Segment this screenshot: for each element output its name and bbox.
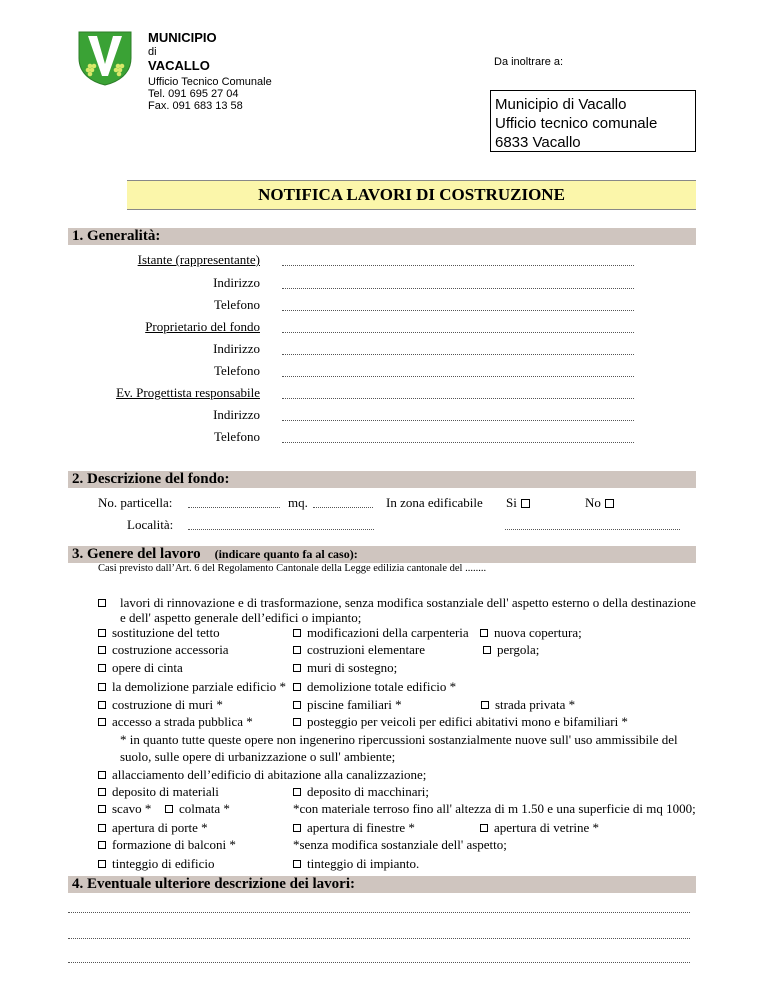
municipality-name-2: di: [148, 46, 157, 58]
checkbox[interactable]: [293, 701, 301, 709]
checkbox[interactable]: [293, 646, 301, 654]
option-label: accesso a strada pubblica *: [112, 714, 253, 729]
option-label: colmata *: [179, 801, 230, 816]
checkbox[interactable]: [293, 860, 301, 868]
checkbox[interactable]: [98, 629, 106, 637]
work-renovation-text-2: e dell' aspetto generale dell’edifici o impianto;: [120, 610, 362, 625]
option-label: allacciamento dell’edificio di abitazione alla canalizzazione;: [112, 767, 427, 782]
parcel-label: No. particella:: [98, 495, 173, 510]
pergola-option[interactable]: [483, 642, 539, 657]
public-road-access-option[interactable]: [98, 714, 253, 729]
applicant-label: Istante (rappresentante): [137, 252, 260, 267]
section-1-bar: [68, 228, 696, 245]
carpentry-option[interactable]: [293, 625, 469, 640]
option-label: tinteggio di edificio: [112, 856, 215, 871]
office-tel: Tel. 091 695 27 04: [148, 88, 239, 100]
partial-demolition-option[interactable]: [98, 679, 286, 694]
checkbox[interactable]: [481, 701, 489, 709]
option-label: costruzione di muri *: [112, 697, 223, 712]
door-opening-option[interactable]: [98, 820, 208, 835]
checkbox[interactable]: [98, 805, 106, 813]
checkbox[interactable]: [98, 683, 106, 691]
locality-field[interactable]: [188, 529, 374, 530]
form-title-bar: [127, 180, 696, 210]
designer-phone-label: Telefono: [213, 429, 260, 444]
note-1-line-1: * in quanto tutte queste opere non ingenerino ripercussioni sostanzialmente nuove sull' uso ammissibile del: [120, 732, 678, 747]
checkbox[interactable]: [98, 599, 106, 607]
balcony-option[interactable]: [98, 837, 236, 852]
option-label: demolizione totale edificio *: [307, 679, 457, 694]
option-label: costruzioni elementare: [307, 642, 426, 657]
recipient-line-3: 6833 Vacallo: [495, 134, 581, 151]
wall-construction-option[interactable]: [98, 697, 223, 712]
section-1-title: 1. Generalità:: [72, 228, 161, 244]
checkbox[interactable]: [293, 788, 301, 796]
owner-phone-label: Telefono: [213, 363, 260, 378]
materials-deposit-option[interactable]: [98, 784, 219, 799]
applicant-field[interactable]: [282, 265, 634, 266]
option-label: deposito di materiali: [112, 784, 219, 799]
designer-phone-field[interactable]: [282, 442, 634, 443]
checkbox[interactable]: [293, 718, 301, 726]
option-label: costruzione accessoria: [112, 642, 229, 657]
applicant-phone-field[interactable]: [282, 310, 634, 311]
checkbox[interactable]: [98, 646, 106, 654]
recipient-line-2: Ufficio tecnico comunale: [495, 115, 658, 132]
option-label: apertura di finestre *: [307, 820, 415, 835]
section-2-title: 2. Descrizione del fondo:: [72, 471, 230, 487]
checkbox[interactable]: [480, 629, 488, 637]
applicant-phone-label: Telefono: [213, 297, 260, 312]
option-label: deposito di macchinari;: [307, 784, 430, 799]
work-renovation-text-1: lavori di rinnovazione e di trasformazione, senza modifica sostanziale dell' aspetto esterno o della destinazione: [120, 595, 696, 610]
designer-address-field[interactable]: [282, 420, 634, 421]
option-label: apertura di vetrine *: [494, 820, 600, 835]
zone-no-label: No: [585, 495, 601, 510]
recipient-address-box: [490, 90, 696, 152]
zone-yes-option[interactable]: [506, 495, 530, 510]
checkbox[interactable]: [165, 805, 173, 813]
zone-yes-checkbox[interactable]: [521, 499, 530, 508]
option-label: muri di sostegno;: [307, 660, 398, 675]
office-fax: Fax. 091 683 13 58: [148, 100, 243, 112]
locality-label: Località:: [127, 517, 174, 532]
section-4-bar: [68, 876, 696, 893]
checkbox[interactable]: [98, 841, 106, 849]
installation-painting-option[interactable]: [293, 856, 419, 871]
window-opening-option[interactable]: [293, 820, 415, 835]
new-roofing-option[interactable]: [480, 625, 582, 640]
form-title: NOTIFICA LAVORI DI COSTRUZIONE: [258, 185, 565, 204]
checkbox[interactable]: [480, 824, 488, 832]
option-label: apertura di porte *: [112, 820, 208, 835]
checkbox[interactable]: [98, 824, 106, 832]
description-line-2[interactable]: [68, 938, 690, 939]
checkbox[interactable]: [98, 718, 106, 726]
building-zone-label: In zona edificabile: [386, 495, 483, 510]
note-2: *con materiale terroso fino all' altezza di m 1.50 e una superficie di mq 1000;: [293, 801, 696, 816]
option-label: piscine familiari *: [307, 697, 402, 712]
parcel-field[interactable]: [188, 507, 280, 508]
accessory-building-option[interactable]: [98, 642, 229, 657]
shopwindow-opening-option[interactable]: [480, 820, 599, 835]
note-1-line-2: suolo, sulle opere di urbanizzazione o sull' ambiente;: [120, 749, 396, 764]
applicant-address-field[interactable]: [282, 288, 634, 289]
section-4-title: 4. Eventuale ulteriore descrizione dei lavori:: [72, 876, 356, 892]
checkbox[interactable]: [98, 771, 106, 779]
checkbox[interactable]: [98, 860, 106, 868]
building-painting-option[interactable]: [98, 856, 215, 871]
machinery-deposit-option[interactable]: [293, 784, 429, 799]
designer-address-label: Indirizzo: [213, 407, 260, 422]
parking-option[interactable]: [293, 714, 628, 729]
section-3-hint: (indicare quanto fa al caso):: [214, 547, 358, 561]
checkbox[interactable]: [293, 664, 301, 672]
sqm-field[interactable]: [313, 507, 373, 508]
owner-field[interactable]: [282, 332, 634, 333]
description-line-3[interactable]: [68, 962, 690, 963]
owner-address-field[interactable]: [282, 354, 634, 355]
zone-no-checkbox[interactable]: [605, 499, 614, 508]
owner-address-label: Indirizzo: [213, 341, 260, 356]
designer-field[interactable]: [282, 398, 634, 399]
roof-replacement-option[interactable]: [98, 625, 220, 640]
sqm-label: mq.: [288, 495, 308, 510]
option-label: opere di cinta: [112, 660, 183, 675]
locality-extra-field[interactable]: [505, 529, 680, 530]
send-to-label: Da inoltrare a:: [494, 56, 564, 68]
option-label: tinteggio di impianto.: [307, 856, 420, 871]
checkbox[interactable]: [293, 629, 301, 637]
checkbox[interactable]: [293, 683, 301, 691]
vacallo-coat-of-arms-logo: [76, 30, 134, 86]
option-label: nuova copertura;: [494, 625, 582, 640]
owner-label: Proprietario del fondo: [145, 319, 260, 334]
section-3-title: [72, 546, 358, 563]
option-label: scavo *: [112, 801, 152, 816]
retaining-walls-option[interactable]: [293, 660, 397, 675]
private-road-option[interactable]: [481, 697, 575, 712]
excavation-option[interactable]: [98, 801, 151, 816]
section-2-bar: [68, 471, 696, 488]
municipality-name-3: VACALLO: [148, 58, 210, 73]
family-pools-option[interactable]: [293, 697, 402, 712]
checkbox[interactable]: [98, 701, 106, 709]
zone-no-option[interactable]: [585, 495, 614, 510]
option-label: posteggio per veicoli per edifici abitativi mono e bifamiliari *: [307, 714, 628, 729]
section-3-bar: [68, 546, 696, 563]
option-label: formazione di balconi *: [112, 837, 236, 852]
elementary-buildings-option[interactable]: [293, 642, 425, 657]
zone-yes-label: Si: [506, 495, 517, 510]
section-3-title-text: 3. Genere del lavoro: [72, 546, 201, 562]
description-line-1[interactable]: [68, 912, 690, 913]
work-renovation-option[interactable]: [98, 595, 112, 610]
designer-label: Ev. Progettista responsabile: [116, 385, 260, 400]
option-label: strada privata *: [495, 697, 576, 712]
total-demolition-option[interactable]: [293, 679, 456, 694]
municipality-name-1: MUNICIPIO: [148, 30, 217, 45]
checkbox[interactable]: [483, 646, 491, 654]
landfill-option[interactable]: [165, 801, 230, 816]
applicant-address-label: Indirizzo: [213, 275, 260, 290]
fencing-option[interactable]: [98, 660, 183, 675]
checkbox[interactable]: [98, 664, 106, 672]
option-label: pergola;: [497, 642, 540, 657]
checkbox[interactable]: [293, 824, 301, 832]
note-3: *senza modifica sostanziale dell' aspetto;: [293, 837, 507, 852]
office-name: Ufficio Tecnico Comunale: [148, 76, 272, 88]
option-label: modificazioni della carpenteria: [307, 625, 469, 640]
option-label: la demolizione parziale edificio *: [112, 679, 286, 694]
owner-phone-field[interactable]: [282, 376, 634, 377]
recipient-line-1: Municipio di Vacallo: [495, 96, 627, 113]
option-label: sostituzione del tetto: [112, 625, 220, 640]
checkbox[interactable]: [98, 788, 106, 796]
sewer-connection-option[interactable]: [98, 767, 426, 782]
cases-note: Casi previsto dall’Art. 6 del Regolamento Cantonale della Legge edilizia cantonale del ........: [98, 563, 487, 574]
